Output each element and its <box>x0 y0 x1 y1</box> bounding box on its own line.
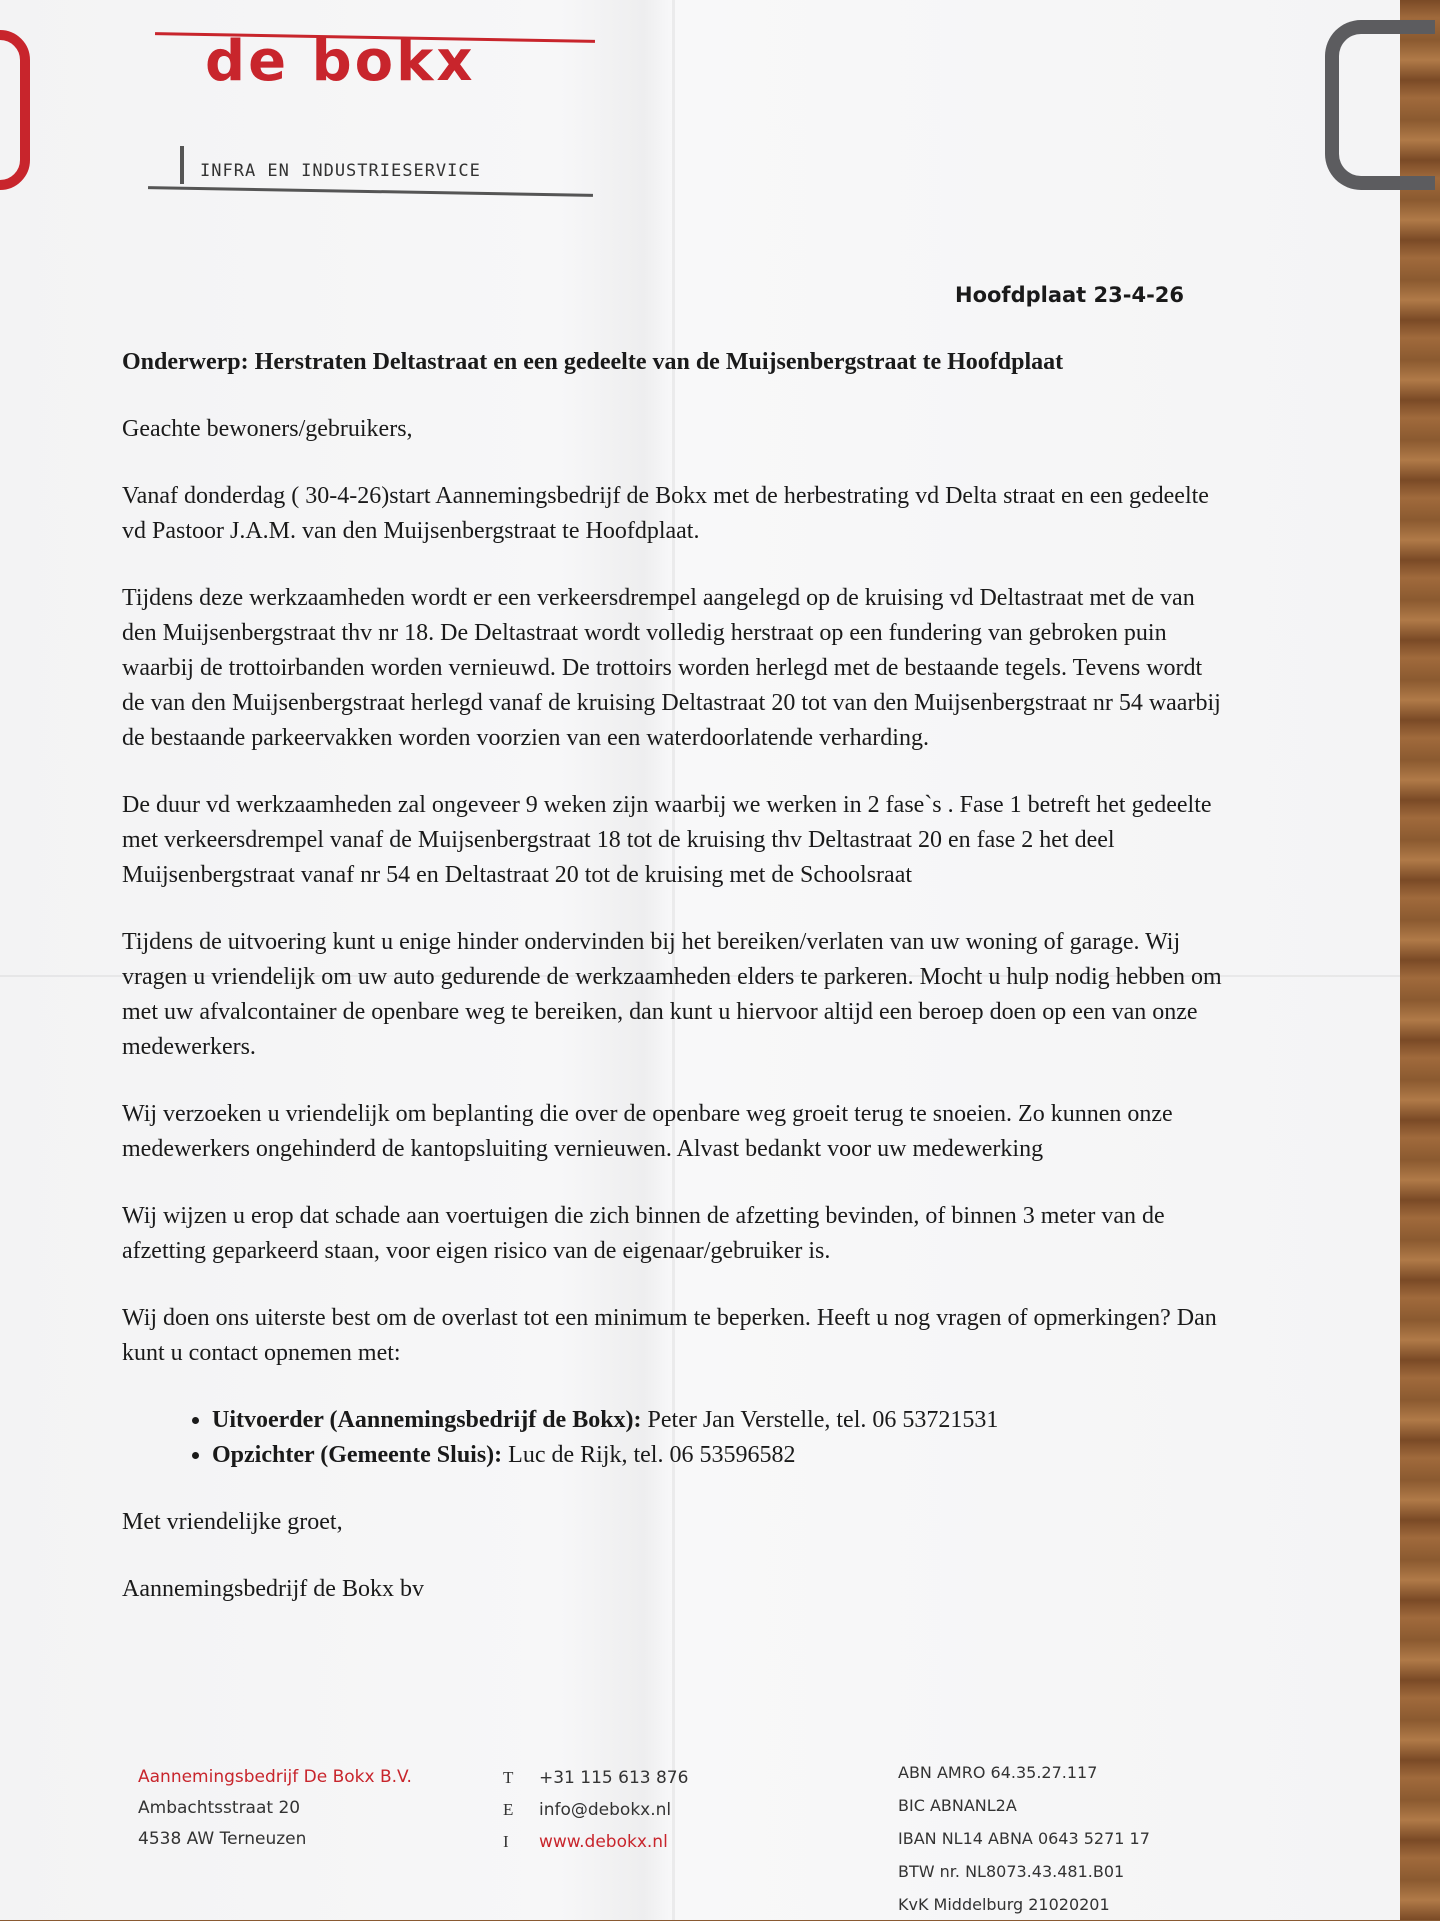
red-corner-mark <box>0 30 30 190</box>
footer-bank-account: ABN AMRO 64.35.27.117 <box>898 1763 1098 1782</box>
contact-detail: Peter Jan Verstelle, tel. 06 53721531 <box>641 1407 999 1433</box>
footer-city: 4538 AW Terneuzen <box>138 1829 307 1849</box>
paragraph-start-date: Vanaf donderdag ( 30-4-26)start Aannemingsbedrijf de Bokx met de herbestrating vd Delta straat en een gedeelte vd Pastoor J.A.M. van den Muijsenbergstraat te Hoofdplaat. <box>122 483 1209 544</box>
paragraph-hindrance: Tijdens de uitvoering kunt u enige hinder ondervinden bij het bereiken/verlaten van uw woning of garage. Wij vragen u vriendelijk om uw auto gedurende de werkzaamheden elders te parkeren. Mocht u hulp nodig hebben om met uw afvalcontainer de openbare weg te bereiken, dan kunt u hiervoor altijd een beroep doen op een van onze medewerkers. <box>122 929 1222 1060</box>
contact-item-opzichter <box>212 1438 1222 1473</box>
paragraph-damage: Wij wijzen u erop dat schade aan voertuigen die zich binnen de afzetting bevinden, of binnen 3 meter van de afzetting geparkeerd staan, voor eigen risico van de eigenaar/gebruiker is. <box>122 1203 1165 1264</box>
contact-list <box>122 1403 1222 1473</box>
footer-website <box>503 1826 688 1858</box>
email-value: info@debokx.nl <box>539 1800 672 1820</box>
footer-bic: BIC ABNANL2A <box>898 1796 1017 1815</box>
footer-company-name: Aannemingsbedrijf De Bokx B.V. <box>138 1767 412 1787</box>
footer-kvk: KvK Middelburg 21020201 <box>898 1895 1110 1914</box>
footer-contact <box>503 1762 688 1858</box>
footer-iban: IBAN NL14 ABNA 0643 5271 17 <box>898 1829 1150 1848</box>
paragraph-plants: Wij verzoeken u vriendelijk om beplanting die over de openbare weg groeit terug te snoeien. Zo kunnen onze medewerkers ongehinderd de kantopsluiting vernieuwen. Alvast bedankt voor uw medewerking <box>122 1101 1173 1162</box>
tagline-underline <box>148 186 593 197</box>
footer-vat: BTW nr. NL8073.43.481.B01 <box>898 1862 1125 1881</box>
footer-bank-details <box>898 1756 1150 1921</box>
contact-role: Opzichter (Gemeente Sluis): <box>212 1442 503 1468</box>
footer-email <box>503 1794 688 1826</box>
paragraph-contact: Wij doen ons uiterste best om de overlast tot een minimum te beperken. Heeft u nog vragen of opmerkingen? Dan kunt u contact opnemen met: <box>122 1305 1217 1366</box>
phone-value: +31 115 613 876 <box>539 1768 689 1788</box>
grey-corner-mark <box>1325 20 1435 190</box>
letter-signature: Aannemingsbedrijf de Bokx bv <box>122 1576 424 1602</box>
website-label: I <box>503 1832 509 1851</box>
letter-date: Hoofdplaat 23-4-26 <box>955 283 1185 307</box>
company-logo: de bokx <box>205 29 476 94</box>
footer-address <box>138 1762 412 1855</box>
footer-phone <box>503 1762 688 1794</box>
letter-salutation: Geachte bewoners/gebruikers, <box>122 416 413 442</box>
contact-detail: Luc de Rijk, tel. 06 53596582 <box>502 1442 796 1468</box>
phone-label: T <box>503 1768 514 1787</box>
letter-subject: Onderwerp: Herstraten Deltastraat en een gedeelte van de Muijsenbergstraat te Hoofdplaat <box>122 349 1064 375</box>
paragraph-work-description: Tijdens deze werkzaamheden wordt er een verkeersdrempel aangelegd op de kruising vd Deltastraat met de van den Muijsenbergstraat thv nr 18. De Deltastraat wordt volledig herstraat op een fundering van gebroken puin waarbij de trottoirbanden worden vernieuwd. De trottoirs worden herlegd met de bestaande tegels. Tevens wordt de van den Muijsenbergstraat herlegd vanaf de kruising Deltastraat 20 tot van den Muijsenbergstraat nr 54 waarbij de bestaande parkeervakken worden voorzien van een waterdoorlatende verharding. <box>122 585 1221 751</box>
contact-role: Uitvoerder (Aannemingsbedrijf de Bokx): <box>212 1407 642 1433</box>
letter-closing: Met vriendelijke groet, <box>122 1509 343 1535</box>
tagline-bar <box>180 146 184 184</box>
footer-street: Ambachtsstraat 20 <box>138 1798 301 1818</box>
paragraph-duration: De duur vd werkzaamheden zal ongeveer 9 weken zijn waarbij we werken in 2 fase`s . Fase 1 betreft het gedeelte met verkeersdrempel vanaf de Muijsenbergstraat 18 tot de kruising thv Deltastraat 20 en fase 2 het deel Muijsenbergstraat vanaf nr 54 en Deltastraat 20 tot de kruising met de Schoolsraat <box>122 792 1212 888</box>
contact-item-uitvoerder <box>212 1403 1222 1438</box>
website-value: www.debokx.nl <box>539 1832 668 1852</box>
letter-body <box>122 345 1222 1639</box>
company-tagline: INFRA EN INDUSTRIESERVICE <box>200 161 481 181</box>
email-label: E <box>503 1800 514 1819</box>
